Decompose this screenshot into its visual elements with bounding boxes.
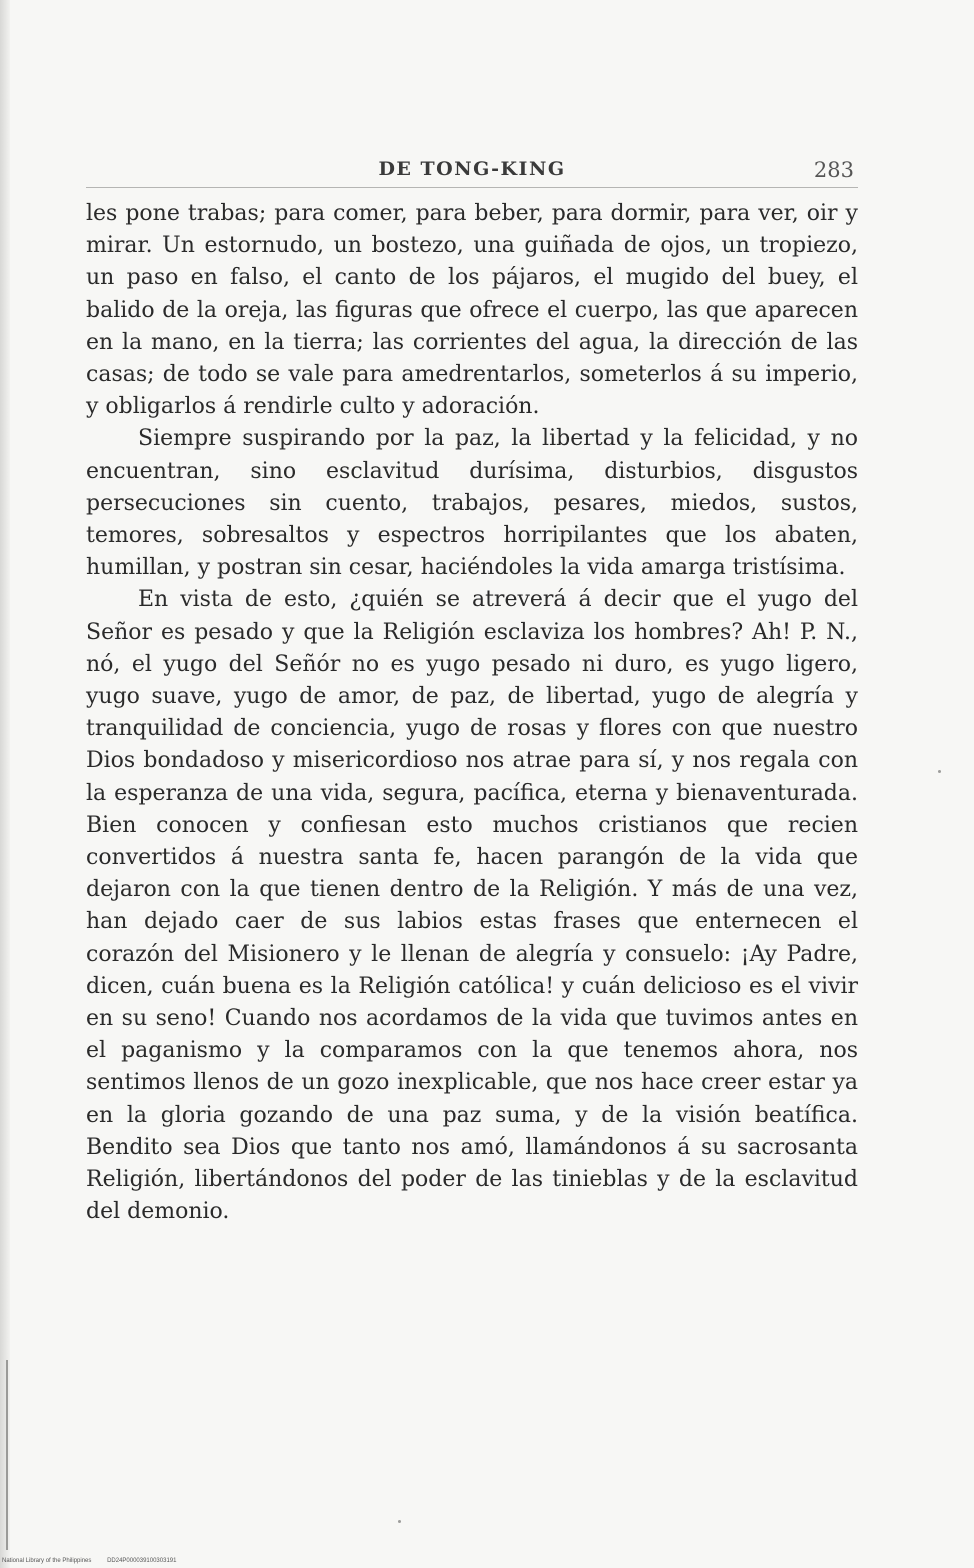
library-credit: National Library of the Philippines (2, 1558, 92, 1564)
body-text (86, 198, 858, 1229)
running-header (86, 154, 858, 188)
page-number: 283 (813, 158, 854, 182)
paragraph: En vista de esto, ¿quién se atreverá á decir que el yugo del Señor es pesado y que la Religión esclaviza los hombres? Ah! P. N., nó, el yugo del Señór no es yugo pesado ni duro, es yugo ligero, yugo suave, yugo de amor, de paz, de libertad, yugo de alegría y tranquilidad de conciencia, yugo de rosas y flores con que nuestro Dios bondadoso y misericordioso nos atrae para sí, y nos regala con la esperanza de una vida, segura, pacífica, eterna y bienaventurada. Bien conocen y confiesan esto muchos cristianos que recien convertidos á nuestra santa fe, hacen parangón de la vida que dejaron con la que tienen dentro de la Religión. Y más de una vez, han dejado caer de sus labios estas frases que enternecen el corazón del Misionero y le llenan de alegría y consuelo: ¡Ay Padre, dicen, cuán buena es la Religión católica! y cuán delicioso es el vivir en su seno! Cuando nos acordamos de la vida que tuvimos antes en el paganismo y la comparamos con la que tenemos ahora, nos sentimos llenos de un gozo inexplicable, que nos hace creer estar ya en la gloria gozando de una paz suma, y de la visión beatífica. Bendito sea Dios que tanto nos amó, llamándonos á su sacrosanta Religión, libertándonos del poder de las tinieblas y de la esclavitud del demonio. (86, 587, 858, 1225)
scan-speck (398, 1520, 401, 1523)
page-binding-edge (0, 0, 10, 1568)
scan-footer (2, 1558, 176, 1564)
binding-shadow-line (6, 1360, 8, 1550)
header-rule (86, 187, 858, 188)
paragraph: Siempre suspirando por la paz, la libertad y la felicidad, y no encuentran, sino esclavitud durísima, disturbios, disgustos persecuciones sin cuento, trabajos, pesares, miedos, sustos, temores, sobresaltos y espectros horripilantes que los abaten, humillan, y postran sin cesar, haciéndoles la vida amarga tristísima. (86, 426, 858, 581)
scan-speck (938, 770, 941, 773)
paragraph-continuation: les pone trabas; para comer, para beber, para dormir, para ver, oir y mirar. Un estornudo, un bostezo, una guiñada de ojos, un tropiezo, un paso en falso, el canto de los pájaros, el mugido del buey, el balido de la oreja, las figuras que ofrece el cuerpo, las que aparecen en la mano, en la tierra; las corrientes del agua, la dirección de las casas; de todo se vale para amedrentarlos, someterlos á su imperio, y obligarlos á rendirle culto y adoración. (86, 201, 858, 420)
scan-code: DD24P000039100303191 (107, 1558, 177, 1564)
running-title: DE TONG-KING (378, 158, 566, 180)
